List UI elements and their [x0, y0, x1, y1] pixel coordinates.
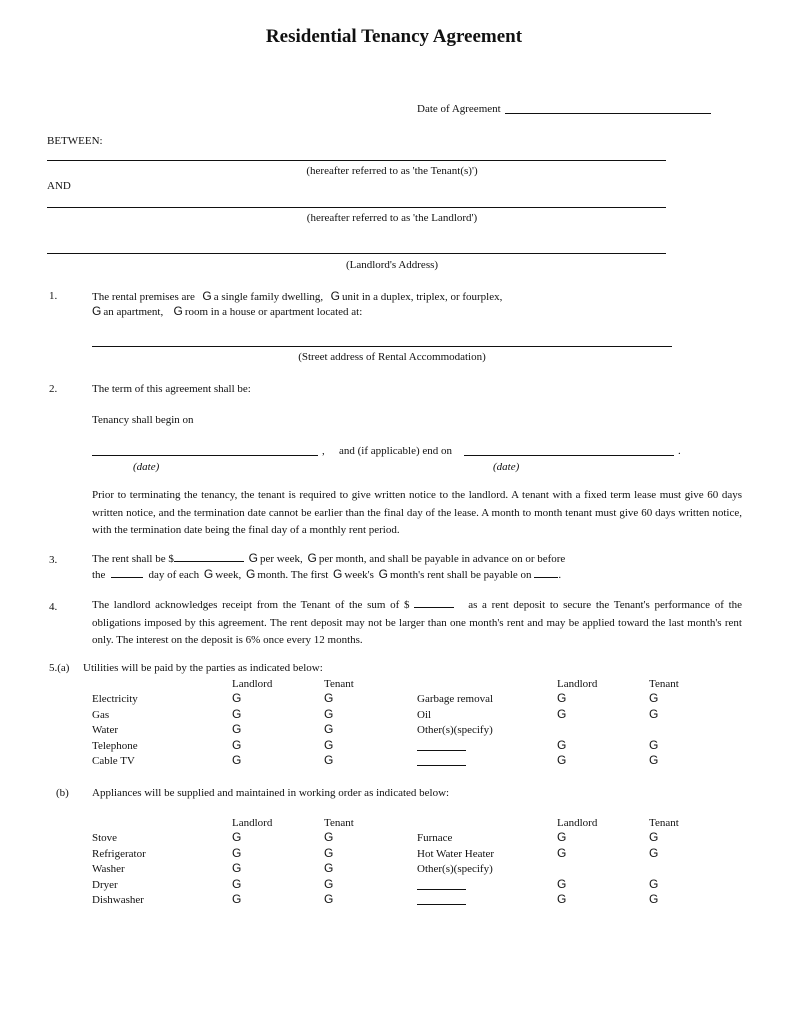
- landlord-checkbox[interactable]: G: [232, 876, 242, 891]
- landlord-checkbox[interactable]: G: [232, 830, 242, 844]
- date-of-agreement-label: Date of Agreement: [417, 103, 501, 115]
- item-label: Hot Water Heater: [417, 847, 495, 860]
- tenant-checkbox[interactable]: G: [324, 892, 334, 906]
- deposit-amount-field[interactable]: [414, 597, 454, 608]
- s4-text: The landlord acknowledges receipt from the Tenant of the sum of $: [92, 599, 410, 611]
- rental-address-caption: (Street address of Rental Accommodation): [298, 351, 486, 363]
- first-month-checkbox[interactable]: G: [378, 567, 388, 581]
- first-payment-date-field[interactable]: [534, 567, 558, 578]
- s3-text: week,: [215, 569, 242, 581]
- landlord-column-header: Landlord: [557, 678, 598, 690]
- landlord-checkbox[interactable]: G: [557, 753, 567, 767]
- specify-field[interactable]: [417, 893, 466, 905]
- landlord-checkbox[interactable]: G: [557, 845, 567, 860]
- item-label: Gas: [92, 708, 110, 721]
- tenant-checkbox[interactable]: G: [324, 737, 334, 752]
- s3-text: per week,: [259, 553, 303, 565]
- section-3-line-1: [92, 551, 565, 566]
- s1-text: The rental premises are: [92, 291, 195, 303]
- section-1-line-1: [92, 289, 502, 304]
- landlord-checkbox[interactable]: G: [232, 737, 242, 752]
- landlord-checkbox[interactable]: G: [232, 706, 242, 721]
- item-label: Electricity: [92, 693, 138, 705]
- specify-field[interactable]: [417, 878, 466, 890]
- end-date-label: and (if applicable) end on: [339, 445, 453, 457]
- item-label: Stove: [92, 832, 118, 844]
- section-1-line-2: [90, 304, 362, 319]
- tenant-checkbox[interactable]: G: [324, 845, 334, 860]
- landlord-checkbox[interactable]: G: [557, 892, 567, 906]
- tenant-checkbox[interactable]: G: [324, 861, 334, 875]
- item-label: Telephone: [92, 739, 138, 752]
- section-2-number: 2.: [49, 383, 58, 395]
- each-week-checkbox[interactable]: G: [203, 567, 214, 581]
- landlord-checkbox[interactable]: G: [232, 892, 242, 906]
- per-month-checkbox[interactable]: G: [307, 551, 317, 565]
- section-4-number: 4.: [49, 601, 58, 613]
- landlord-checkbox[interactable]: G: [232, 753, 242, 767]
- landlord-column-header: Landlord: [232, 678, 273, 690]
- appliances-intro: Appliances will be supplied and maintained in working order as indicated below:: [92, 787, 450, 799]
- page-title: Residential Tenancy Agreement: [265, 26, 523, 47]
- item-label: Water: [92, 724, 118, 736]
- tenant-checkbox[interactable]: G: [649, 691, 659, 705]
- tenant-column-header: Tenant: [649, 817, 679, 829]
- period: .: [678, 445, 681, 457]
- specify-field[interactable]: [417, 754, 466, 766]
- s1-text: an apartment,: [103, 306, 164, 318]
- tenancy-begin-label: Tenancy shall begin on: [92, 414, 194, 426]
- term-intro: The term of this agreement shall be:: [92, 383, 251, 395]
- s3-text: week's: [344, 569, 374, 581]
- tenant-checkbox[interactable]: G: [649, 845, 659, 860]
- s3-text: month's rent shall be payable on: [389, 569, 532, 581]
- s1-text: unit in a duplex, triplex, or fourplex,: [341, 291, 503, 303]
- single-family-checkbox[interactable]: G: [202, 289, 212, 303]
- tenant-checkbox[interactable]: G: [324, 706, 334, 721]
- specify-field[interactable]: [417, 739, 466, 751]
- item-label: Garbage removal: [417, 693, 494, 705]
- rental-address-field[interactable]: [92, 346, 672, 347]
- tenant-checkbox[interactable]: G: [324, 691, 334, 705]
- item-label: Other(s)(specify): [417, 724, 493, 736]
- tenant-checkbox[interactable]: G: [649, 892, 659, 906]
- landlord-checkbox[interactable]: G: [557, 691, 567, 705]
- s3-text: The rent shall be $: [92, 553, 174, 565]
- tenant-column-header: Tenant: [324, 678, 354, 690]
- landlord-column-header: Landlord: [557, 817, 598, 829]
- tenant-column-header: Tenant: [324, 817, 354, 829]
- tenant-checkbox[interactable]: G: [324, 722, 334, 736]
- and-label: AND: [47, 180, 71, 192]
- deposit-paragraph: [92, 597, 742, 650]
- tenant-checkbox[interactable]: G: [324, 830, 334, 844]
- tenant-name-field[interactable]: [47, 160, 666, 161]
- s3-text: the: [92, 569, 106, 581]
- item-label: Furnace: [417, 832, 453, 844]
- landlord-caption: (hereafter referred to as 'the Landlord'): [306, 212, 478, 224]
- section-1-number: 1.: [49, 290, 58, 302]
- section-5b-number: (b): [56, 787, 69, 799]
- start-date-caption: (date): [133, 461, 160, 473]
- item-label: Cable TV: [92, 755, 135, 767]
- s1-text: a single family dwelling,: [213, 291, 324, 303]
- s3-text: per month, and shall be payable in advance on or before: [318, 553, 566, 565]
- landlord-checkbox[interactable]: G: [232, 691, 242, 705]
- notice-paragraph: Prior to terminating the tenancy, the tenant is required to give written notice to the landlord. A tenant with a fixed term lease must give 60 days written notice, and the termination date cannot be earlier than the final day of the lease. A month to month tenant must give 60 days written notice, with the termination date being the final day of a monthly rent period.: [92, 489, 742, 536]
- s3-text: month. The first: [257, 569, 329, 581]
- tenant-column-header: Tenant: [649, 678, 679, 690]
- landlord-address-field[interactable]: [47, 253, 666, 254]
- landlord-checkbox[interactable]: G: [232, 722, 242, 736]
- date-of-agreement-field[interactable]: [505, 113, 711, 114]
- section-5a-number: 5.(a): [49, 662, 70, 674]
- landlord-checkbox[interactable]: G: [557, 737, 567, 752]
- due-day-field[interactable]: [111, 567, 143, 578]
- s3-text: .: [558, 569, 562, 581]
- per-week-checkbox[interactable]: G: [248, 551, 258, 565]
- room-checkbox[interactable]: G: [173, 304, 183, 318]
- start-date-field[interactable]: [92, 455, 318, 456]
- landlord-checkbox[interactable]: G: [557, 706, 567, 721]
- apartment-checkbox[interactable]: G: [92, 304, 102, 318]
- tenant-checkbox[interactable]: G: [649, 737, 659, 752]
- landlord-checkbox[interactable]: G: [232, 861, 242, 875]
- landlord-column-header: Landlord: [232, 817, 273, 829]
- tenant-checkbox[interactable]: G: [649, 830, 659, 844]
- first-week-checkbox[interactable]: G: [333, 567, 343, 581]
- s1-text: room in a house or apartment located at:: [184, 306, 363, 318]
- rent-amount-field[interactable]: [174, 551, 244, 562]
- tenant-caption: (hereafter referred to as 'the Tenant(s)'): [306, 165, 478, 177]
- utilities-intro: Utilities will be paid by the parties as indicated below:: [83, 662, 323, 674]
- item-label: Dishwasher: [92, 894, 144, 906]
- each-month-checkbox[interactable]: G: [245, 567, 256, 581]
- landlord-address-caption: (Landlord's Address): [345, 259, 439, 271]
- duplex-unit-checkbox[interactable]: G: [330, 289, 340, 303]
- tenant-checkbox[interactable]: G: [324, 876, 334, 891]
- between-label: BETWEEN:: [47, 135, 103, 147]
- item-label: Dryer: [92, 878, 118, 891]
- landlord-name-field[interactable]: [47, 207, 666, 208]
- item-label: Oil: [417, 708, 432, 721]
- s3-text: day of each: [148, 569, 200, 581]
- end-date-field[interactable]: [464, 455, 674, 456]
- item-label: Refrigerator: [92, 847, 146, 860]
- section-3-number: 3.: [49, 554, 58, 566]
- tenant-checkbox[interactable]: G: [649, 876, 659, 891]
- comma: ,: [322, 445, 325, 457]
- tenant-checkbox[interactable]: G: [649, 706, 659, 721]
- landlord-checkbox[interactable]: G: [232, 845, 242, 860]
- s4-text: as a rent deposit to secure the Tenant's performance of the obligations imposed by this agreement. The rent deposit may not be larger than one month's rent and may be applied toward the last month's rent only. The interest on the deposit is 6% once every 12 months.: [92, 599, 743, 646]
- landlord-checkbox[interactable]: G: [557, 830, 567, 844]
- tenant-checkbox[interactable]: G: [324, 753, 334, 767]
- landlord-checkbox[interactable]: G: [557, 876, 567, 891]
- item-label: Washer: [92, 863, 125, 875]
- end-date-caption: (date): [493, 461, 520, 473]
- section-3-line-2: [92, 567, 561, 582]
- tenant-checkbox[interactable]: G: [649, 753, 659, 767]
- item-label: Other(s)(specify): [417, 863, 493, 875]
